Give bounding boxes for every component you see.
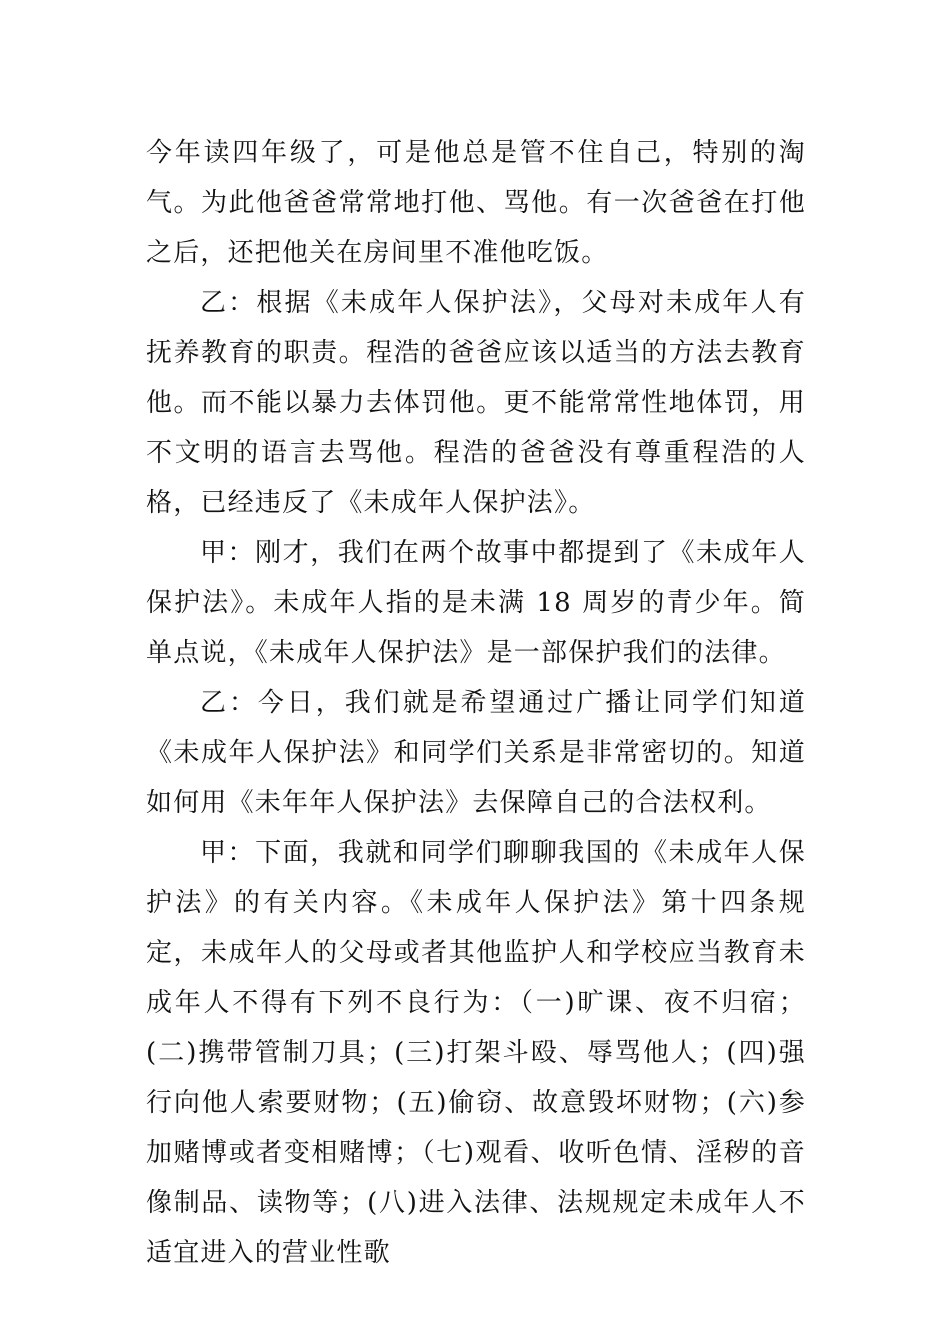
paragraph-1: 今年读四年级了，可是他总是管不住自己，特别的淘气。为此他爸爸常常地打他、骂他。有一次爸爸在打他之后，还把他关在房间里不准他吃饭。 [146, 138, 806, 268]
document-body [146, 128, 806, 1278]
paragraph-4: 乙：今日，我们就是希望通过广播让同学们知道《未成年人保护法》和同学们关系是非常密切的。知道如何用《未年年人保护法》去保障自己的合法权利。 [146, 688, 806, 818]
paragraph-5: 甲：下面，我就和同学们聊聊我国的《未成年人保护法》的有关内容。《未成年人保护法》第十四条规定，未成年人的父母或者其他监护人和学校应当教育未成年人不得有下列不良行为：（一)旷课、夜不归宿；(二)携带管制刀具；(三)打架斗殴、辱骂他人；(四)强行向他人索要财物；(五)偷窃、故意毁坏财物；(六)参加赌博或者变相赌博；（七)观看、收听色情、淫秽的音像制品、读物等；(八)进入法律、法规规定未成年人不适宜进入的营业性歌 [146, 838, 806, 1268]
paragraph-2: 乙：根据《未成年人保护法》，父母对未成年人有抚养教育的职责。程浩的爸爸应该以适当的方法去教育他。而不能以暴力去体罚他。更不能常常性地体罚，用不文明的语言去骂他。程浩的爸爸没有尊重程浩的人格，已经违反了《未成年人保护法》。 [146, 288, 806, 518]
paragraph-3: 甲：刚才，我们在两个故事中都提到了《未成年人保护法》。未成年人指的是未满 18 周岁的青少年。简单点说，《未成年人保护法》是一部保护我们的法律。 [146, 538, 806, 668]
